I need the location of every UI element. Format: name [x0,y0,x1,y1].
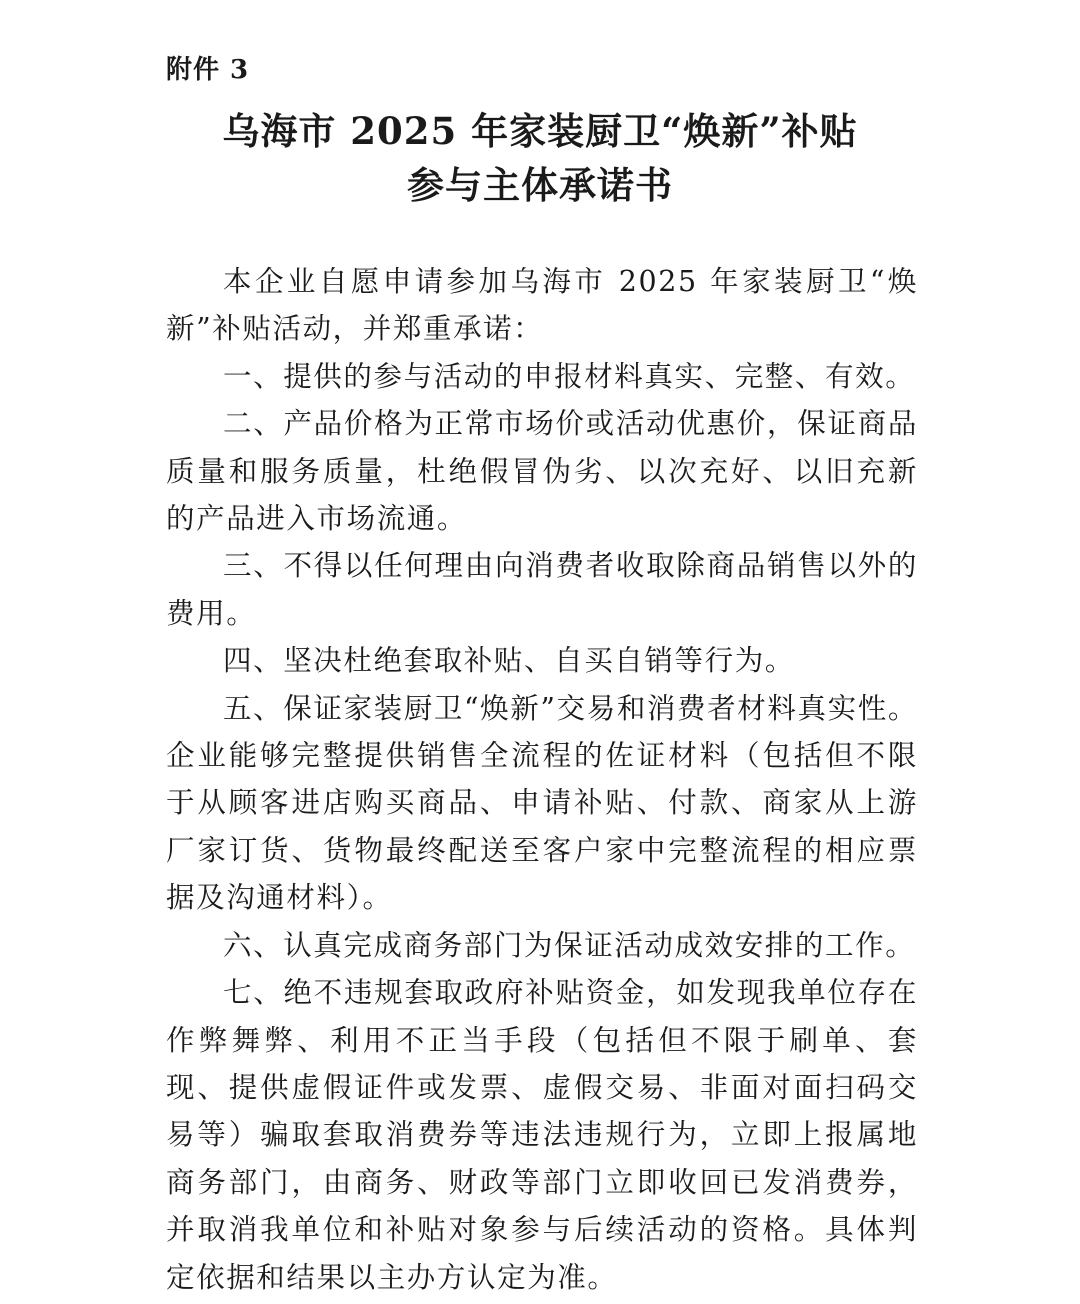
document-title-line-2: 参与主体承诺书 [407,163,673,207]
commitment-item-7: 七、绝不违规套取政府补贴资金，如发现我单位存在作弊舞弊、利用不正当手段（包括但不限于刷单、套现、提供虚假证件或发票、虚假交易、非面对面扫码交易等）骗取套取消费券等违法违规行为，立即上报属地商务部门，由商务、财政等部门立即收回已发消费券，并取消我单位和补贴对象参与后续活动的资格。具体判定依据和结果以主办方认定为准。 [166,976,918,1294]
commitment-item-6: 六、认真完成商务部门为保证活动成效安排的工作。 [223,928,916,962]
commitment-item-3: 三、不得以任何理由向消费者收取除商品销售以外的费用。 [166,549,918,630]
document-title-line-1: 乌海市 2025 年家装厨卫“焕新”补贴 [222,109,858,153]
intro-paragraph: 本企业自愿申请参加乌海市 2025 年家装厨卫“焕新”补贴活动，并郑重承诺： [166,265,918,346]
attachment-label: 附件 3 [166,55,250,85]
commitment-item-5: 五、保证家装厨卫“焕新”交易和消费者材料真实性。企业能够完整提供销售全流程的佐证材料（包括但不限于从顾客进店购买商品、申请补贴、付款、商家从上游厂家订货、货物最终配送至客户家中完整流程的相应票据及沟通材料）。 [166,691,918,915]
document-body [166,258,918,1301]
commitment-item-2: 二、产品价格为正常市场价或活动优惠价，保证商品质量和服务质量，杜绝假冒伪劣、以次充好、以旧充新的产品进入市场流通。 [166,407,918,536]
commitment-item-1: 一、提供的参与活动的申报材料真实、完整、有效。 [223,359,916,393]
commitment-item-4: 四、坚决杜绝套取补贴、自买自销等行为。 [223,644,795,678]
